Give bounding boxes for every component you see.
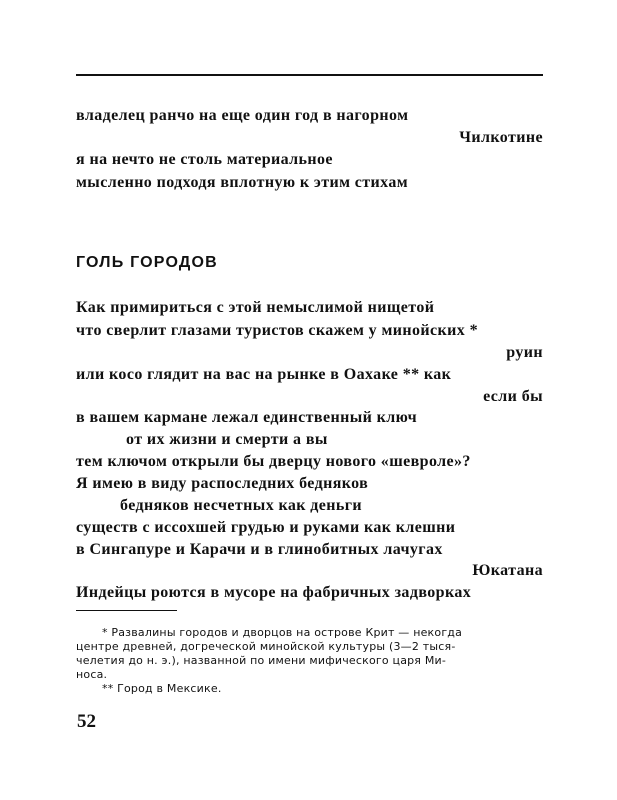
text-line: мысленно подходя вплотную к этим стихам xyxy=(76,174,409,191)
poem-title: ГОЛЬ ГОРОДОВ xyxy=(76,254,218,271)
text-line: я на нечто не столь материальное xyxy=(76,151,333,168)
poem-line: Я имею в виду распоследних бедняков xyxy=(76,475,369,492)
poem-line: что сверлит глазами туристов скажем у минойских * xyxy=(76,322,478,339)
poem-line: или косо глядит на вас на рынке в Оахаке ** как xyxy=(76,366,452,383)
poem-line: Как примириться с этой немыслимой нищетой xyxy=(76,299,435,316)
poem-line: от их жизни и смерти а вы xyxy=(126,431,328,448)
footnote-line: центре древней, догреческой минойской культуры (3—2 тыся- xyxy=(76,640,456,653)
poem-line: бедняков несчетных как деньги xyxy=(120,497,363,514)
poem-line: если бы xyxy=(483,388,543,405)
poem-line: руин xyxy=(506,344,543,361)
footnote-line: * Развалины городов и дворцов на острове Крит — некогда xyxy=(102,626,463,639)
footnote-line: челетия до н. э.), названной по имени мифического царя Ми- xyxy=(76,654,447,667)
footnote-line: ** Город в Мексике. xyxy=(102,682,222,695)
text-line: Чилкотине xyxy=(459,129,543,146)
poem-line: в Сингапуре и Карачи и в глинобитных лачугах xyxy=(76,541,443,558)
page-number: 52 xyxy=(77,711,96,732)
footnote-line: носа. xyxy=(76,668,108,681)
poem-line: Юкатана xyxy=(472,562,543,579)
poem-line: Индейцы роются в мусоре на фабричных задворках xyxy=(76,584,472,601)
poem-line: существ с иссохшей грудью и руками как клешни xyxy=(76,519,456,536)
poem-line: в вашем кармане лежал единственный ключ xyxy=(76,409,418,426)
text-line: владелец ранчо на еще один год в нагорном xyxy=(76,107,409,124)
footnote-rule xyxy=(76,610,177,611)
poem-line: тем ключом открыли бы дверцу нового «шевроле»? xyxy=(76,453,471,470)
top-rule xyxy=(76,74,543,76)
